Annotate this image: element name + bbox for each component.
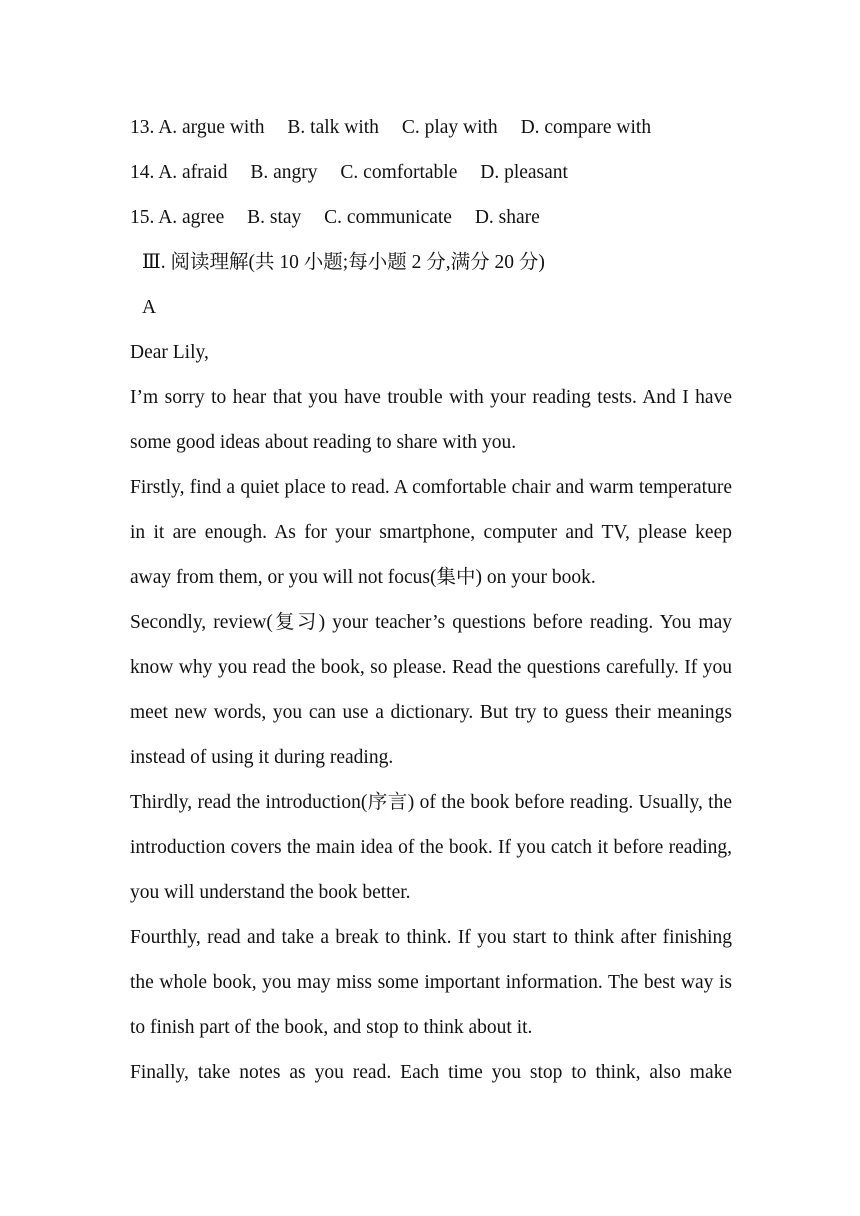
passage-label: A	[142, 297, 157, 318]
option-a: A. afraid	[158, 162, 228, 183]
letter-greeting: Dear Lily,	[130, 342, 209, 363]
option-d: D. share	[474, 207, 540, 228]
letter-paragraph-1: I’m sorry to hear that you have trouble with your reading tests. And I have some good ideas about reading to share with you.	[130, 387, 732, 453]
question-number: 15.	[130, 207, 155, 228]
letter-paragraph-3: Secondly, review(复习) your teacher’s questions before reading. You may know why you read the book, so please. Read the questions carefully. If you meet new words, you can use a dictionary. But try to guess their meanings instead of using it during reading.	[130, 612, 732, 768]
option-d: D. pleasant	[480, 162, 568, 183]
option-c: C. comfortable	[340, 162, 458, 183]
letter-paragraph-6: Finally, take notes as you read. Each time you stop to think, also make	[130, 1062, 732, 1083]
question-13	[130, 105, 732, 150]
option-c: C. communicate	[324, 207, 452, 228]
option-b: B. angry	[250, 162, 318, 183]
page-content	[130, 105, 732, 1095]
option-a: A. argue with	[158, 117, 265, 138]
question-number: 14.	[130, 162, 155, 183]
letter-paragraph-2: Firstly, find a quiet place to read. A comfortable chair and warm temperature in it are enough. As for your smartphone, computer and TV, please keep away from them, or you will not focus(集中) on your book.	[130, 477, 732, 588]
option-a: A. agree	[158, 207, 225, 228]
question-15	[130, 195, 732, 240]
option-c: C. play with	[401, 117, 498, 138]
question-14	[130, 150, 732, 195]
option-d: D. compare with	[520, 117, 652, 138]
option-b: B. stay	[247, 207, 302, 228]
option-b: B. talk with	[287, 117, 379, 138]
letter-paragraph-4: Thirdly, read the introduction(序言) of the book before reading. Usually, the introduction covers the main idea of the book. If you catch it before reading, you will understand the book better.	[130, 792, 732, 903]
section-heading: Ⅲ. 阅读理解(共 10 小题;每小题 2 分,满分 20 分)	[142, 252, 545, 273]
question-number: 13.	[130, 117, 155, 138]
letter-paragraph-5: Fourthly, read and take a break to think. If you start to think after finishing the whole book, you may miss some important information. The best way is to finish part of the book, and stop to think about it.	[130, 927, 732, 1038]
